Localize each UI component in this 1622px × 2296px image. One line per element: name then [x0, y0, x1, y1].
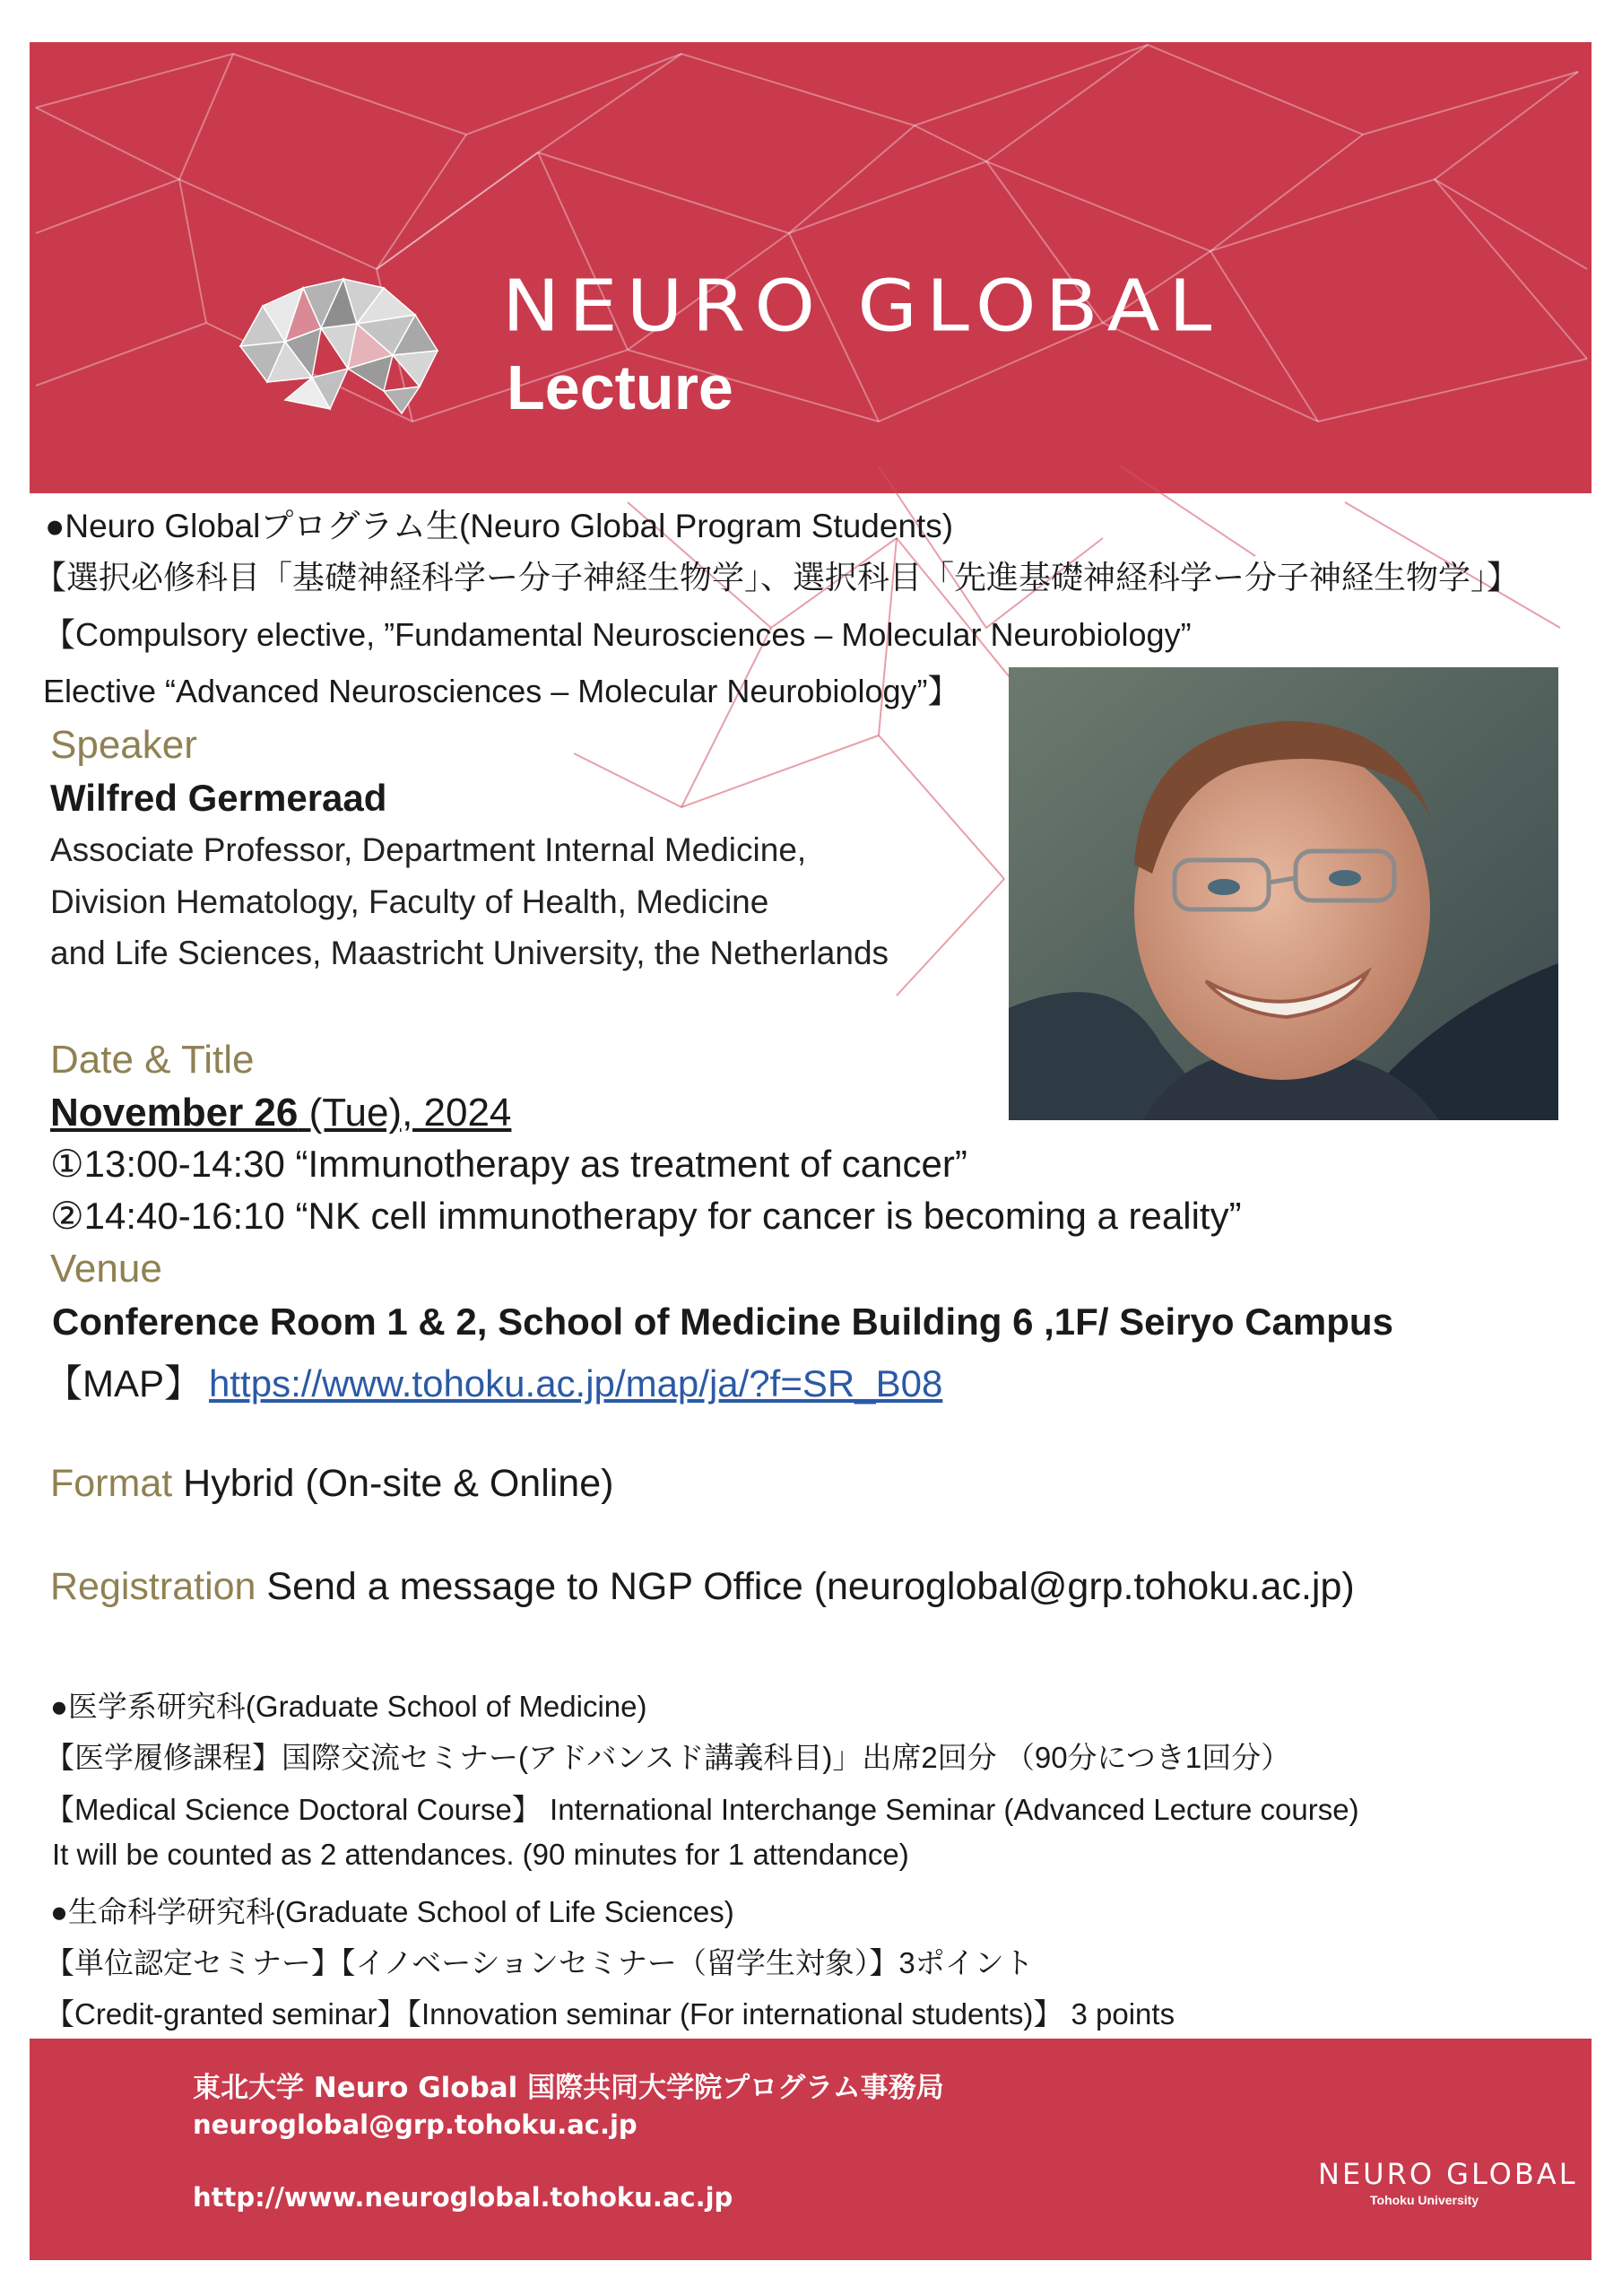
footer-office: 東北大学 Neuro Global 国際共同大学院プログラム事務局 [193, 2072, 944, 2104]
program-students-line: ●Neuro Globalプログラム生(Neuro Global Program Students) [45, 508, 954, 544]
speaker-affiliation-line: and Life Sciences, Maastricht University, the Netherlands [50, 935, 889, 971]
speaker-affiliation-line: Associate Professor, Department Internal Medicine, [50, 831, 807, 868]
lecture-item: ①13:00-14:30 “Immunotherapy as treatment of cancer” [50, 1143, 967, 1185]
credit-line: It will be counted as 2 attendances. (90 minutes for 1 attendance) [52, 1838, 909, 1871]
footer-logo-sub: Tohoku University [1370, 2193, 1479, 2207]
footer-email[interactable]: neuroglobal@grp.tohoku.ac.jp [193, 2109, 638, 2140]
credit-line: 【医学履修課程】国際交流セミナー(アドバンスド講義科目)」出席2回分 （90分につき1回分） [45, 1741, 1291, 1774]
speaker-label: Speaker [50, 723, 197, 767]
speaker-photo [1009, 667, 1558, 1120]
map-label: 【MAP】 [45, 1362, 203, 1405]
lecture-subtitle: Lecture [507, 352, 733, 422]
registration-value: Send a message to NGP Office (neuroglobal@grp.tohoku.ac.jp) [266, 1565, 1355, 1608]
brain-mosaic-icon [222, 265, 447, 422]
map-link[interactable]: https://www.tohoku.ac.jp/map/ja/?f=SR_B08 [209, 1362, 943, 1405]
credit-line: 【単位認定セミナー】【イノベーションセミナー（留学生対象）】3ポイント [45, 1946, 1034, 1979]
brand-title: NEURO GLOBAL [502, 265, 1221, 348]
speaker-affiliation-line: Division Hematology, Faculty of Health, Medicine [50, 883, 769, 920]
lecture-item: ②14:40-16:10 “NK cell immunotherapy for cancer is becoming a reality” [50, 1195, 1242, 1237]
date-title-label: Date & Title [50, 1038, 255, 1082]
lecture-date [50, 1091, 511, 1135]
registration-label: Registration [50, 1565, 256, 1608]
format-label: Format [50, 1462, 173, 1505]
venue-place: Conference Room 1 & 2, School of Medicine Building 6 ,1F/ Seiryo Campus [52, 1300, 1393, 1343]
lecture-date-bold: November 26 [50, 1091, 299, 1135]
map-line [45, 1354, 942, 1408]
format-value: Hybrid (On-site & Online) [183, 1462, 614, 1505]
footer-logo: NEURO GLOBAL [1318, 2157, 1578, 2191]
program-course-en-2: Elective “Advanced Neurosciences – Molecular Neurobiology”】 [43, 673, 960, 709]
credit-line: 【Credit-granted seminar】【Innovation seminar (For international students)】 3 points [45, 1997, 1175, 2031]
format-line [50, 1462, 613, 1506]
speaker-name: Wilfred Germeraad [50, 777, 387, 819]
credit-line: ●医学系研究科(Graduate School of Medicine) [50, 1690, 647, 1723]
registration-line [50, 1565, 1355, 1609]
program-course-en-1: 【Compulsory elective, ”Fundamental Neurosciences – Molecular Neurobiology” [43, 616, 1192, 653]
venue-label: Venue [50, 1247, 162, 1291]
footer-url[interactable]: http://www.neuroglobal.tohoku.ac.jp [193, 2182, 733, 2213]
credit-line: ●生命科学研究科(Graduate School of Life Sciences) [50, 1895, 734, 1928]
lecture-date-rest: (Tue), 2024 [298, 1091, 512, 1135]
credit-line: 【Medical Science Doctoral Course】 International Interchange Seminar (Advanced Lecture course) [45, 1793, 1359, 1826]
program-courses-jp: 【選択必修科目「基礎神経科学ー分子神経生物学」、選択科目「先進基礎神経科学ー分子神経生物学」】 [34, 559, 1520, 596]
